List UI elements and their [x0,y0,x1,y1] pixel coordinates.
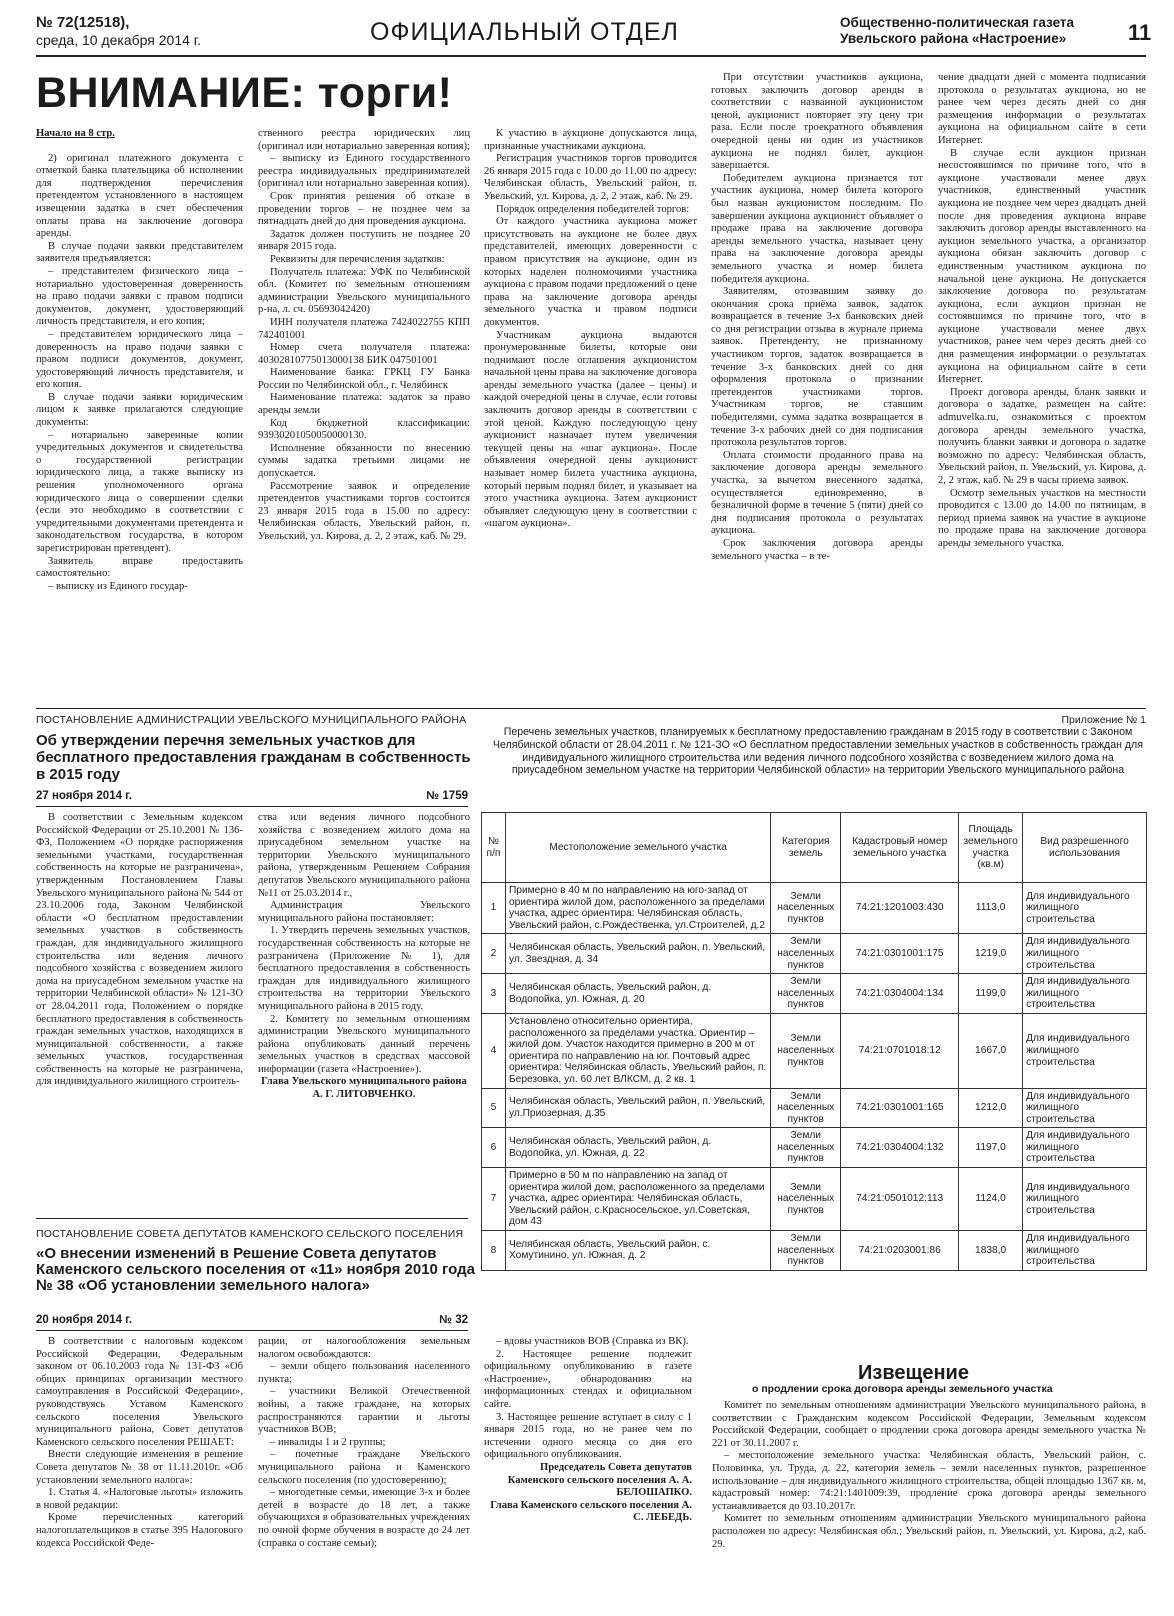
auction-column-3 [484,128,697,696]
table-row [482,883,1147,934]
paragraph: рации, от налогообложения земельным налогом освобождаются: [258,1336,470,1360]
cell-use: Для индивидуального жилищного строительства [1023,934,1147,974]
paragraph: Победителем аукциона признается тот участник аукциона, номер билета которого был назван аукционистом последним. По завершении аукциона аукционист объявляет о продаже права на заключение договора аренды земельного участка, называет цену права на заключение договора аренды земельного участка и номер билета победителя аукциона. [711,172,923,285]
paragraph: – участники Великой Отечественной войны, а также граждане, на которых распространяются гарантии и льготы участников ВОВ; [258,1386,470,1436]
paragraph: 1. Утвердить перечень земельных участков, государственная собственность на которые не разграничена (Приложение № 1), для бесплатного предоставления в собственность граждан для индивидуального жилищного строительства на территории Увельского муниципального района в 2015 году. [258,925,470,1012]
paragraph: Номер счета получателя платежа: 40302810775013000138 БИК 047501001 [258,342,470,366]
table-row [482,1088,1147,1128]
cell-location: Примерно в 50 м по направлению на запад от ориентира жилой дом, расположенного за пределами участка, адрес ориентира: Челябинская область, Увельский район, с.Красносельское, ул.Советская, дом 43 [505,1168,770,1231]
cell-number: 7 [482,1168,506,1231]
paragraph: – инвалиды 1 и 2 группы; [270,1436,386,1448]
column-header: № п/п [482,813,506,883]
cell-category: Земли населенных пунктов [771,1168,841,1231]
cell-number: 4 [482,1013,506,1088]
cell-use: Для индивидуального жилищного строительства [1023,883,1147,934]
paragraph: Заявитель вправе предоставить самостоятельно: [36,555,243,580]
decree2-signature-chair: Председатель Совета депутатов Каменского сельского поселения А. А. БЕЛОШАПКО. [507,1461,692,1499]
cell-cadastral: 74:21:0301001:165 [841,1088,959,1128]
paragraph: – земли общего пользования населенного пункта; [258,1361,470,1385]
cell-category: Земли населенных пунктов [771,1088,841,1128]
cell-category: Земли населенных пунктов [771,1013,841,1088]
cell-area: 1124,0 [959,1168,1023,1231]
decree2-date: 20 ноября 2014 г. [36,1314,133,1326]
table-row [482,1168,1147,1231]
notice-body [712,1400,1146,1606]
cell-use: Для индивидуального жилищного строительства [1023,1088,1147,1128]
paragraph: В случае подачи заявки представителем заявителя предъявляется: [36,240,243,265]
auction-column-2 [258,128,470,696]
paragraph: Заявителям, отозвавшим заявку до окончания срока приёма заявок, задаток возвращается в течение 3-х банковских дней со дня регистрации отзыва в журнале приема заявок. Претенденту, не признанному участником торгов, задаток возвращается в течение 3-х банковских дней со дня оформления протокола о признании претендентов участниками торгов. Участникам торгов, не ставшим победителями, сумма задатка возвращается в течение 3-х рабочих дней со дня подписания протокола результатов торгов. [711,286,923,449]
paragraph: Порядок определения победителей торгов: [496,203,690,215]
cell-cadastral: 74:21:1201003:430 [841,883,959,934]
cell-area: 1219,0 [959,934,1023,974]
decree1-column-2 [258,812,470,1200]
section-divider [36,708,1146,709]
paragraph: 2. Комитету по земельным отношениям администрации Увельского муниципального района опубликовать данный перечень земельных участков в средствах массовой информации (газета «Настроение»). [258,1013,470,1075]
decree2-number: № 32 [439,1314,468,1326]
cell-cadastral: 74:21:0301001:175 [841,934,959,974]
decree2-label: ПОСТАНОВЛЕНИЕ СОВЕТА ДЕПУТАТОВ КАМЕНСКОГО СЕЛЬСКОГО ПОСЕЛЕНИЯ [36,1228,464,1240]
auction-column-1 [36,128,243,696]
cell-cadastral: 74:21:0501012:113 [841,1168,959,1231]
decree2-column-2 [258,1336,470,1606]
paragraph: ИНН получателя платежа 7424022755 КПП 742401001 [258,316,470,341]
cell-number: 8 [482,1231,506,1271]
cell-number: 2 [482,934,506,974]
newspaper-name: Общественно-политическая газета Увельского района «Настроение» [840,15,1075,46]
cell-cadastral: 74:21:0304004:134 [841,974,959,1014]
section-title: ОФИЦИАЛЬНЫЙ ОТДЕЛ [370,18,679,46]
column-header: Вид разрешенного использования [1023,813,1147,883]
paragraph: Оплата стоимости проданного права на заключение договора аренды земельного участка, за вычетом внесенного задатка, осуществляется единовременно, в безналичной форме в течение 5 (пяти) дней со дня подписания протокола о результатах аукциона. [711,449,923,537]
cell-location: Челябинская область, Увельский район, с. Хомутинино, ул. Южная, д. 2 [505,1231,770,1271]
paragraph: Осмотр земельных участков на местности проводится с 13.00 до 14.00 по пятницам, в период приема заявок на участие в аукционе по продаже права на заключение договора аренды земельного участка. [938,487,1146,549]
paragraph: Наименование платежа: задаток за право аренды земли [258,392,470,417]
cell-area: 1197,0 [959,1128,1023,1168]
paragraph: – выписку из Единого государственного реестра индивидуальных предпринимателей (оригинал или нотариально заверенная копия). [258,153,470,190]
paragraph: – почетные граждане Увельского муниципального района и Каменского сельского поселения (по удостоверению); [258,1449,470,1486]
paragraph: Внести следующие изменения в решение Совета депутатов № 38 от 11.11.2010г. «Об установлении земельного налога»: [36,1449,243,1486]
paragraph: При отсутствии участников аукциона, готовых заключить договор аренды в соответствии с названной аукционистом ценой, аукционист повторяет эту цену три раза. Если после троекратного объявления очередной цены ни один из участников аукциона не поднял билет, аукцион завершается. [711,72,923,172]
cell-category: Земли населенных пунктов [771,883,841,934]
cell-location: Установлено относительно ориентира, расположенного за пределами участка. Ориентир – жилой дом. Участок находится примерно в 200 м от ориентира по направлению на юг. Почтовый адрес ориентира: Челябинская область, Увельский район, п. Березовка, ул. 60 лет ВЛКСМ, д. 2 кв. 1 [505,1013,770,1088]
paragraph: Рассмотрение заявок и определение претендентов участниками торгов состоится 23 января 2015 года в 15.00 по адресу: Челябинская область, Увельский район, п. Увельский, ул. Кирова, д. 2, 2 этаж, каб. № 29. [258,480,470,542]
decree1-column-1 [36,812,243,1200]
paragraph: – представителем юридического лица – доверенность на право подачи заявки с правом подписи документов, документ, удостоверяющий личность представителя, и его копия. [36,328,243,391]
cell-location: Челябинская область, Увельский район, д. Водопойка, ул. Южная, д. 22 [505,1128,770,1168]
cell-number: 6 [482,1128,506,1168]
paragraph: – выписку из Единого государ- [48,580,188,592]
decree1-title: Об утверждении перечня земельных участков для бесплатного предоставления гражданам в собственность в 2015 году [36,732,471,783]
cell-number: 1 [482,883,506,934]
cell-location: Челябинская область, Увельский район, п. Увельский, ул. Звездная, д. 34 [505,934,770,974]
cell-cadastral: 74:21:0701018:12 [841,1013,959,1088]
paragraph: – вдовы участников ВОВ (Справка из ВК). [496,1336,689,1347]
cell-category: Земли населенных пунктов [771,1128,841,1168]
paragraph: 2. Настоящее решение подлежит официальному опубликованию в газете «Настроение», обнародованию на информационных стендах и официальном сайте. [484,1348,692,1410]
paragraph: Срок принятия решения об отказе в проведении торгов – не позднее чем за пятнадцать дней до дня проведения аукциона. [258,190,470,228]
cell-use: Для индивидуального жилищного строительства [1023,1128,1147,1168]
paragraph: Получатель платежа: УФК по Челябинской обл. (Комитет по земельным отношениям администрации Увельского муниципального р-на, л. сч. 05693042420) [258,266,470,316]
paragraph: Администрация Увельского муниципального района постановляет: [258,900,470,924]
column-header: Площадь земельного участка (кв.м) [959,813,1023,883]
column-header: Категория земель [771,813,841,883]
paragraph: Комитет по земельным отношениям администрации Увельского муниципального района расположен по адресу: Челябинская обл.; Увельский район, п. Увельский, ул. Кирова, д.2, каб. 29. [712,1513,1146,1550]
decree2-column-1 [36,1336,243,1606]
paragraph: 3. Настоящее решение вступает в силу с 1 января 2015 года, но не ранее чем по истечении одного месяца со дня его официального опубликования. [484,1411,692,1461]
paragraph: ства или ведения личного подсобного хозяйства с возведением жилого дома на приусадебном земельном участке на территории Увельского муниципального района, утвержденным Решением Собрания депутатов Увельского муниципального района №11 от 25.03.2014 г., [258,812,470,899]
decree1-label: ПОСТАНОВЛЕНИЕ АДМИНИСТРАЦИИ УВЕЛЬСКОГО МУНИЦИПАЛЬНОГО РАЙОНА [36,714,467,726]
page-number: 11 [1128,20,1152,45]
paragraph: В случае подачи заявки юридическим лицом к заявке прилагаются следующие документы: [36,391,243,429]
column-header: Кадастровый номер земельного участка [841,813,959,883]
cell-area: 1838,0 [959,1231,1023,1271]
paragraph: В соответствии с налоговым кодексом Российской Федерации, Федеральным законом от 06.10.2003 года № 131-ФЗ «Об общих принципах организации местного самоуправления в Российской Федерации», руководствуясь Уставом Каменского сельского поселения Увельского муниципального района, Совет депутатов Каменского сельского поселения РЕШАЕТ: [36,1336,243,1448]
column-header: Местоположение земельного участка [505,813,770,883]
paragraph: чение двадцати дней с момента подписания протокола о результатах аукциона, но не ранее чем через десять дней со дня размещения информации о результатах аукциона на официальном сайте в сети Интернет. [938,72,1146,146]
decree1-date: 27 ноября 2014 г. [36,790,133,802]
decree2-signature-head: Глава Каменского сельского поселения А. С. ЛЕБЕДЬ. [490,1499,692,1524]
table-row [482,1231,1147,1271]
cell-cadastral: 74:21:0304004:132 [841,1128,959,1168]
cell-location: Примерно в 40 м по направлению на юго-запад от ориентира жилой дом, расположенного за пределами участка, адрес ориентира: Челябинская область, Увельский район, с.Рождественка, ул.Строителей, д.2 [505,883,770,934]
table-row [482,1013,1147,1088]
cell-category: Земли населенных пунктов [771,974,841,1014]
cell-number: 5 [482,1088,506,1128]
table-row [482,1128,1147,1168]
paragraph: Комитет по земельным отношениям администрации Увельского муниципального района, в соответствии с Гражданским кодексом Российской Федерации, Земельным кодексом Российской Федерации, сообщает о продлении срока договора аренды земельного участка № 221 от 30.11.2007 г. [712,1400,1146,1449]
decree1-signature: Глава Увельского муниципального района А. Г. ЛИТОВЧЕНКО. [261,1076,467,1101]
cell-use: Для индивидуального жилищного строительства [1023,974,1147,1014]
cell-area: 1113,0 [959,883,1023,934]
paragraph: В соответствии с Земельным кодексом Российской Федерации от 25.10.2001 № 136-ФЗ, Положением «О порядке распоряжения земельными участками, государственная собственность на которые не разграничена», утвержденным Постановлением Главы Увельского муниципального района № 544 от 23.10.2006 года, Законом Челябинской области «О бесплатном предоставлении земельных участков в собственность граждан, для индивидуального жилищного строительства или ведения личного подсобного хозяйства с возведением жилого дома на приусадебном земельном участке на территории Челябинской области» № 121-ЗО от 28.04.2011 года, Положением о порядке бесплатного предоставления в собственность граждан земельных участков, находящихся в муниципальной собственности, а также земельных участков, государственная собственность на которые не разграничена, для индивидуального жилищного строитель- [36,812,243,1088]
masthead-rule [36,55,1146,57]
paragraph: Кроме перечисленных категорий налогоплательщиков в статье 395 Налогового кодекса Российской Феде- [36,1512,243,1549]
notice-title: Извещение [858,1362,969,1384]
paragraph: Проект договора аренды, бланк заявки и договора о задатке, размещен на сайте: admuvelka.ru, ознакомиться с проектом договора аренды земельного участка, получить бланки заявки и договора о задатке возможно по адресу: Челябинская область, Увельский район, п. Увельский, ул. Кирова, д. 2, 2 этаж, каб. № 29 в часы приема заявок. [938,386,1146,486]
auction-column-4 [711,72,923,696]
cell-location: Челябинская область, Увельский район, д. Водопойка, ул. Южная, д. 20 [505,974,770,1014]
decree2-title: «О внесении изменений в Решение Совета депутатов Каменского сельского поселения от «11» ноября 2010 года № 38 «Об установлении земельного налога» [36,1245,475,1294]
auction-headline: ВНИМАНИЕ: торги! [36,69,453,117]
table-header-row [482,813,1147,883]
paragraph: 1. Статья 4. «Налоговые льготы» изложить в новой редакции: [36,1487,243,1511]
continued-note: Начало на 8 стр. [36,128,115,139]
paragraph: Срок заключения договора аренды земельного участка – в те- [711,537,923,562]
cell-use: Для индивидуального жилищного строительства [1023,1168,1147,1231]
table-row [482,974,1147,1014]
paragraph: Участникам аукциона выдаются пронумерованные билеты, которые они поднимают после оглашения аукционистом начальной цены права на заключение договора аренды земельного участка (далее – цены) и каждой очередной цены в случае, если готовы заключить договор аренды в соответствии с этой ценой. Каждую последующую цену аукционист назначает путем увеличения текущей цены на «шаг аукциона». После объявления очередной цены аукционист называет номер билета участника аукциона, который первым поднял билет, и указывает на этого участника аукциона. Затем аукционист объявляет следующую цену в соответствии с «шагом аукциона». [484,329,697,530]
cell-cadastral: 74:21:0203001:86 [841,1231,959,1271]
paragraph: – нотариально заверенные копии учредительных документов и свидетельства о государственной регистрации юридического лица, а также выписку из решения уполномоченного органа юридического лица о совершении сделки (если это необходимо в соответствии с учредительными документами претендента и законодательством государства, в котором зарегистрирован претендент). [36,429,243,554]
decree1-number: № 1759 [426,790,468,802]
paragraph: – многодетные семьи, имеющие 3-х и более детей в возрасте до 18 лет, а также обучающихся в образовательных учреждениях по очной форме обучения в возрасте до 24 лет (справка о составе семьи); [258,1487,470,1549]
notice-subtitle: о продлении срока договора аренды земельного участка [752,1383,1053,1395]
cell-category: Земли населенных пунктов [771,934,841,974]
paragraph: Регистрация участников торгов проводится 26 января 2015 года с 10.00 до 11.00 по адресу: Челябинская область, Увельский район, п. Увельский, ул. Кирова, д. 2, 2 этаж, каб. № 29. [484,153,697,202]
appendix-caption: Перечень земельных участков, планируемых к бесплатному предоставлению гражданам в 2015 году в соответствии с Законом Челябинской области от 28.04.2011 г. № 121-ЗО «О бесплатном предоставлении земельных участков в собственность граждан для индивидуального жилищного строительства или ведения личного подсобного хозяйства с возведением жилого дома на приусадебном земельном участке на территории Челябинской области» на территории Увельского муниципального района [493,726,1143,777]
cell-area: 1199,0 [959,974,1023,1014]
cell-use: Для индивидуального жилищного строительства [1023,1231,1147,1271]
paragraph: – представителем физического лица – нотариально удостоверенная доверенность на право подачи заявки с правом подписи документов, документ, удостоверяющий личность представителя, и его копия; [36,265,243,328]
paragraph: Исполнение обязанности по внесению суммы задатка третьими лицами не допускается. [258,442,470,480]
decree2-column-3 [484,1336,692,1606]
paragraph: 2) оригинал платежного документа с отметкой банка плательщика об исполнении для подтверждения перечисления претендентом установленного в настоящем извещении задатка в счет обеспечения оплаты права на заключение договора аренды. [36,152,243,240]
cell-category: Земли населенных пунктов [771,1231,841,1271]
paragraph: ственного реестра юридических лиц (оригинал или нотариально заверенная копия); [258,128,470,152]
cell-location: Челябинская область, Увельский район, п. Увельский, ул.Приозерная, д.35 [505,1088,770,1128]
decree2-rule [36,1330,468,1331]
paragraph: Реквизиты для перечисления задатков: [270,253,445,265]
auction-column-5 [938,72,1146,696]
paragraph: От каждого участника аукциона может присутствовать на аукционе не более двух представителей, имеющих доверенности с правом присутствия на аукционе, один из которых наделен полномочиями участника аукциона с правом подачи предложений о цене права на заключение договора аренды земельного участка и правом подписи документов. [484,216,697,328]
paragraph: Задаток должен поступить не позднее 20 января 2015 года. [258,228,470,253]
cell-area: 1212,0 [959,1088,1023,1128]
cell-number: 3 [482,974,506,1014]
paragraph: В случае если аукцион признан несостоявшимся по причине того, что в аукционе участвовали менее двух участников, единственный участник аукциона не позднее чем через двадцать дней после дня проведения аукциона вправе заключить договор аренды выставленного на аукцион земельного участка, а организатор аукциона обязан заключить договор с единственным участником аукциона по начальной цене аукциона. Не допускается заключение договора по результатам аукциона, если аукцион признан не состоявшимся по причине того, что в аукционе участвовали менее двух участников, ранее чем через десять дней со дня размещения информации о результатах аукциона на официальном сайте в сети Интернет. [938,147,1146,386]
appendix-label: Приложение № 1 [1061,714,1146,726]
issue-date: среда, 10 декабря 2014 г. [36,32,202,48]
table-row [482,934,1147,974]
section-divider [36,1218,468,1219]
paragraph: Код бюджетной классификации: 93930201050050000130. [258,417,470,442]
cell-area: 1667,0 [959,1013,1023,1088]
decree1-rule [36,806,468,807]
paragraph: К участию в аукционе допускаются лица, признанные участниками аукциона. [484,128,697,152]
paragraph: – местоположение земельного участка: Челябинская область, Увельский район, с. Половинка, ул. Труда, д. 22, категория земель – земли населенных пунктов, разрешенное использование – для индивидуального жилищного строительства, общей площадью 1367 кв. м, кадастровый номер: 74:21:1401009:39, продление срока договора аренды земельного устанавливается до 03.10.2017г. [712,1450,1146,1512]
issue-number: № 72(12518), [36,14,130,31]
land-plots-table [481,812,1147,1271]
paragraph: Наименование банка: ГРКЦ ГУ Банка России по Челябинской обл., г. Челябинск [258,367,470,391]
cell-use: Для индивидуального жилищного строительства [1023,1013,1147,1088]
